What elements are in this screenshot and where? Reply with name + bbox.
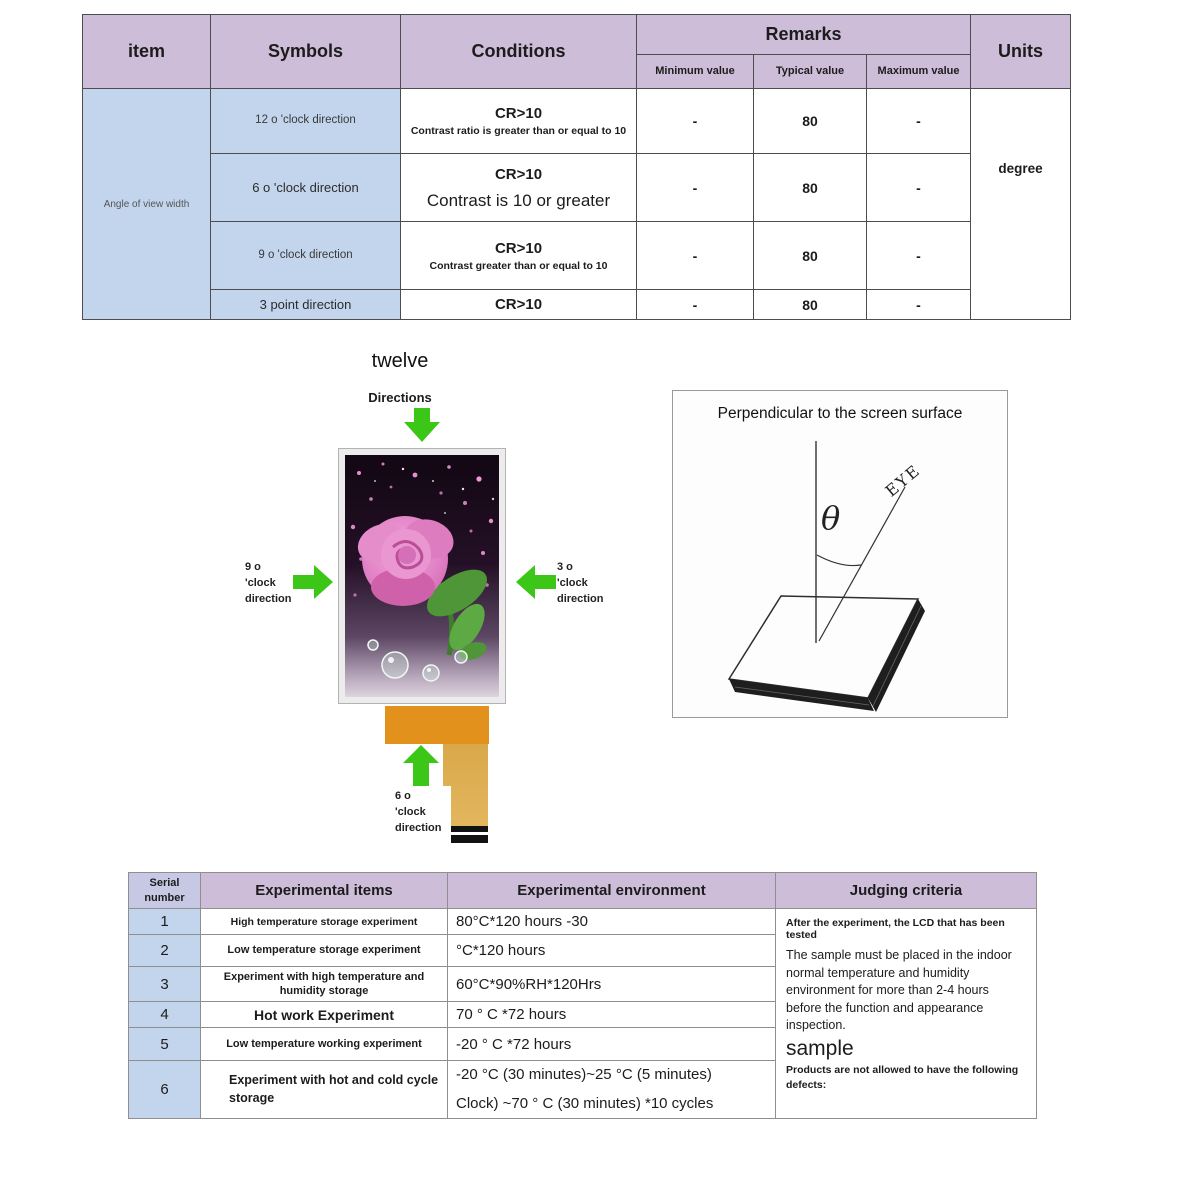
label-line: direction <box>557 592 604 605</box>
table-row <box>83 89 1071 154</box>
nine-oclock-label <box>245 560 291 608</box>
judging-line-2: Products are not allowed to have the following defects: <box>786 1063 1019 1092</box>
cell-item: Hot work Experiment <box>201 1002 448 1028</box>
cell-typ: 80 <box>754 154 867 222</box>
label-line: 9 o <box>245 561 261 573</box>
judging-line-1: After the experiment, the LCD that has been tested <box>786 917 1005 941</box>
header-serial-number: Serial number <box>129 873 201 909</box>
fpc-contact-stripe <box>449 835 488 843</box>
cell-units-value: degree <box>971 89 1071 320</box>
fpc-contact-stripe <box>449 826 488 832</box>
lcd-module <box>338 448 506 704</box>
six-oclock-label <box>391 786 451 846</box>
condition-sub: Contrast ratio is greater than or equal to 10 <box>410 125 627 138</box>
cell-item-label: Angle of view width <box>83 89 211 320</box>
header-item: item <box>83 15 211 89</box>
cell-max: - <box>867 222 971 290</box>
experiment-table <box>128 872 1037 1119</box>
cell-symbol: 12 o 'clock direction <box>211 89 401 154</box>
cell-symbol: 9 o 'clock direction <box>211 222 401 290</box>
table-row <box>129 909 1037 935</box>
cell-serial: 1 <box>129 909 201 935</box>
cell-min: - <box>637 89 754 154</box>
cell-min: - <box>637 222 754 290</box>
cell-environment: -20 ° C *72 hours <box>448 1028 776 1061</box>
label-line: 6 o <box>395 790 411 802</box>
judging-sample: sample <box>786 1036 854 1060</box>
three-oclock-label <box>557 560 603 608</box>
cell-environment: 70 ° C *72 hours <box>448 1002 776 1028</box>
cell-item: Experiment with hot and cold cycle storage <box>201 1061 448 1119</box>
cell-max: - <box>867 154 971 222</box>
cell-typ: 80 <box>754 89 867 154</box>
label-line: 'clock <box>557 576 588 589</box>
cell-item: Low temperature working experiment <box>201 1028 448 1061</box>
condition-sub: Contrast is 10 or greater <box>426 191 611 210</box>
environment-line: -20 °C (30 minutes)~25 °C (5 minutes) <box>456 1066 712 1083</box>
header-experimental-environment: Experimental environment <box>448 873 776 909</box>
arrow-right-icon <box>293 565 333 599</box>
arrow-down-icon <box>404 408 440 442</box>
cell-serial: 5 <box>129 1028 201 1061</box>
cell-judging-criteria <box>776 909 1037 1119</box>
header-judging-criteria: Judging criteria <box>776 873 1037 909</box>
cell-serial: 6 <box>129 1061 201 1119</box>
cell-environment: 60°C*90%RH*120Hrs <box>448 967 776 1002</box>
header-minimum-value: Minimum value <box>637 55 754 89</box>
cell-item: Experiment with high temperature and humidity storage <box>201 967 448 1002</box>
fpc-connector-bar <box>385 706 489 744</box>
cell-min: - <box>637 154 754 222</box>
viewing-angle-table <box>82 14 1071 320</box>
header-experimental-items: Experimental items <box>201 873 448 909</box>
table-header-row <box>83 15 1071 55</box>
lcd-screen-image <box>345 455 499 697</box>
table-row <box>83 290 1071 320</box>
header-units: Units <box>971 15 1071 89</box>
condition-main: CR>10 <box>494 166 543 183</box>
label-line: 3 o <box>557 561 573 573</box>
header-symbols: Symbols <box>211 15 401 89</box>
diagram-title: Perpendicular to the screen surface <box>717 405 963 422</box>
cell-environment <box>448 1061 776 1119</box>
cell-item: High temperature storage experiment <box>201 909 448 935</box>
eye-label: EYE <box>881 460 925 501</box>
twelve-label: twelve <box>371 350 429 372</box>
table-row <box>83 154 1071 222</box>
table-row <box>83 222 1071 290</box>
directions-label: Directions <box>368 390 432 405</box>
arrow-left-icon <box>516 565 556 599</box>
condition-main: CR>10 <box>494 105 543 123</box>
cell-serial: 3 <box>129 967 201 1002</box>
cell-symbol: 3 point direction <box>211 290 401 320</box>
label-line: 'clock <box>245 576 276 589</box>
cell-environment: 80°C*120 hours -30 <box>448 909 776 935</box>
header-conditions: Conditions <box>401 15 637 89</box>
cell-typ: 80 <box>754 222 867 290</box>
header-maximum-value: Maximum value <box>867 55 971 89</box>
angle-diagram-drawing <box>673 391 1007 717</box>
cell-typ: 80 <box>754 290 867 320</box>
cell-condition <box>401 222 637 290</box>
theta-symbol: θ <box>821 499 841 537</box>
arrow-up-icon <box>403 745 439 787</box>
condition-main: CR>10 <box>494 296 543 313</box>
cell-symbol: 6 o 'clock direction <box>211 154 401 222</box>
condition-main: CR>10 <box>494 239 543 257</box>
judging-paragraph: The sample must be placed in the indoor normal temperature and humidity environment for more than 2-4 hours before the function and appearance inspection. <box>786 948 1012 1032</box>
environment-line: Clock) ~70 ° C (30 minutes) *10 cycles <box>456 1094 714 1112</box>
cell-item: Low temperature storage experiment <box>201 935 448 967</box>
cell-serial: 2 <box>129 935 201 967</box>
cell-serial: 4 <box>129 1002 201 1028</box>
header-remarks: Remarks <box>637 15 971 55</box>
label-line: direction <box>395 821 442 834</box>
cell-max: - <box>867 89 971 154</box>
cell-condition <box>401 154 637 222</box>
cell-condition <box>401 89 637 154</box>
cell-max: - <box>867 290 971 320</box>
condition-sub: Contrast greater than or equal to 10 <box>429 259 608 272</box>
label-line: direction <box>245 592 292 605</box>
label-line: 'clock <box>395 805 426 818</box>
table-header-row <box>129 873 1037 909</box>
viewing-angle-diagram <box>672 390 1008 718</box>
cell-environment: °C*120 hours <box>448 935 776 967</box>
header-typical-value: Typical value <box>754 55 867 89</box>
cell-condition <box>401 290 637 320</box>
cell-min: - <box>637 290 754 320</box>
